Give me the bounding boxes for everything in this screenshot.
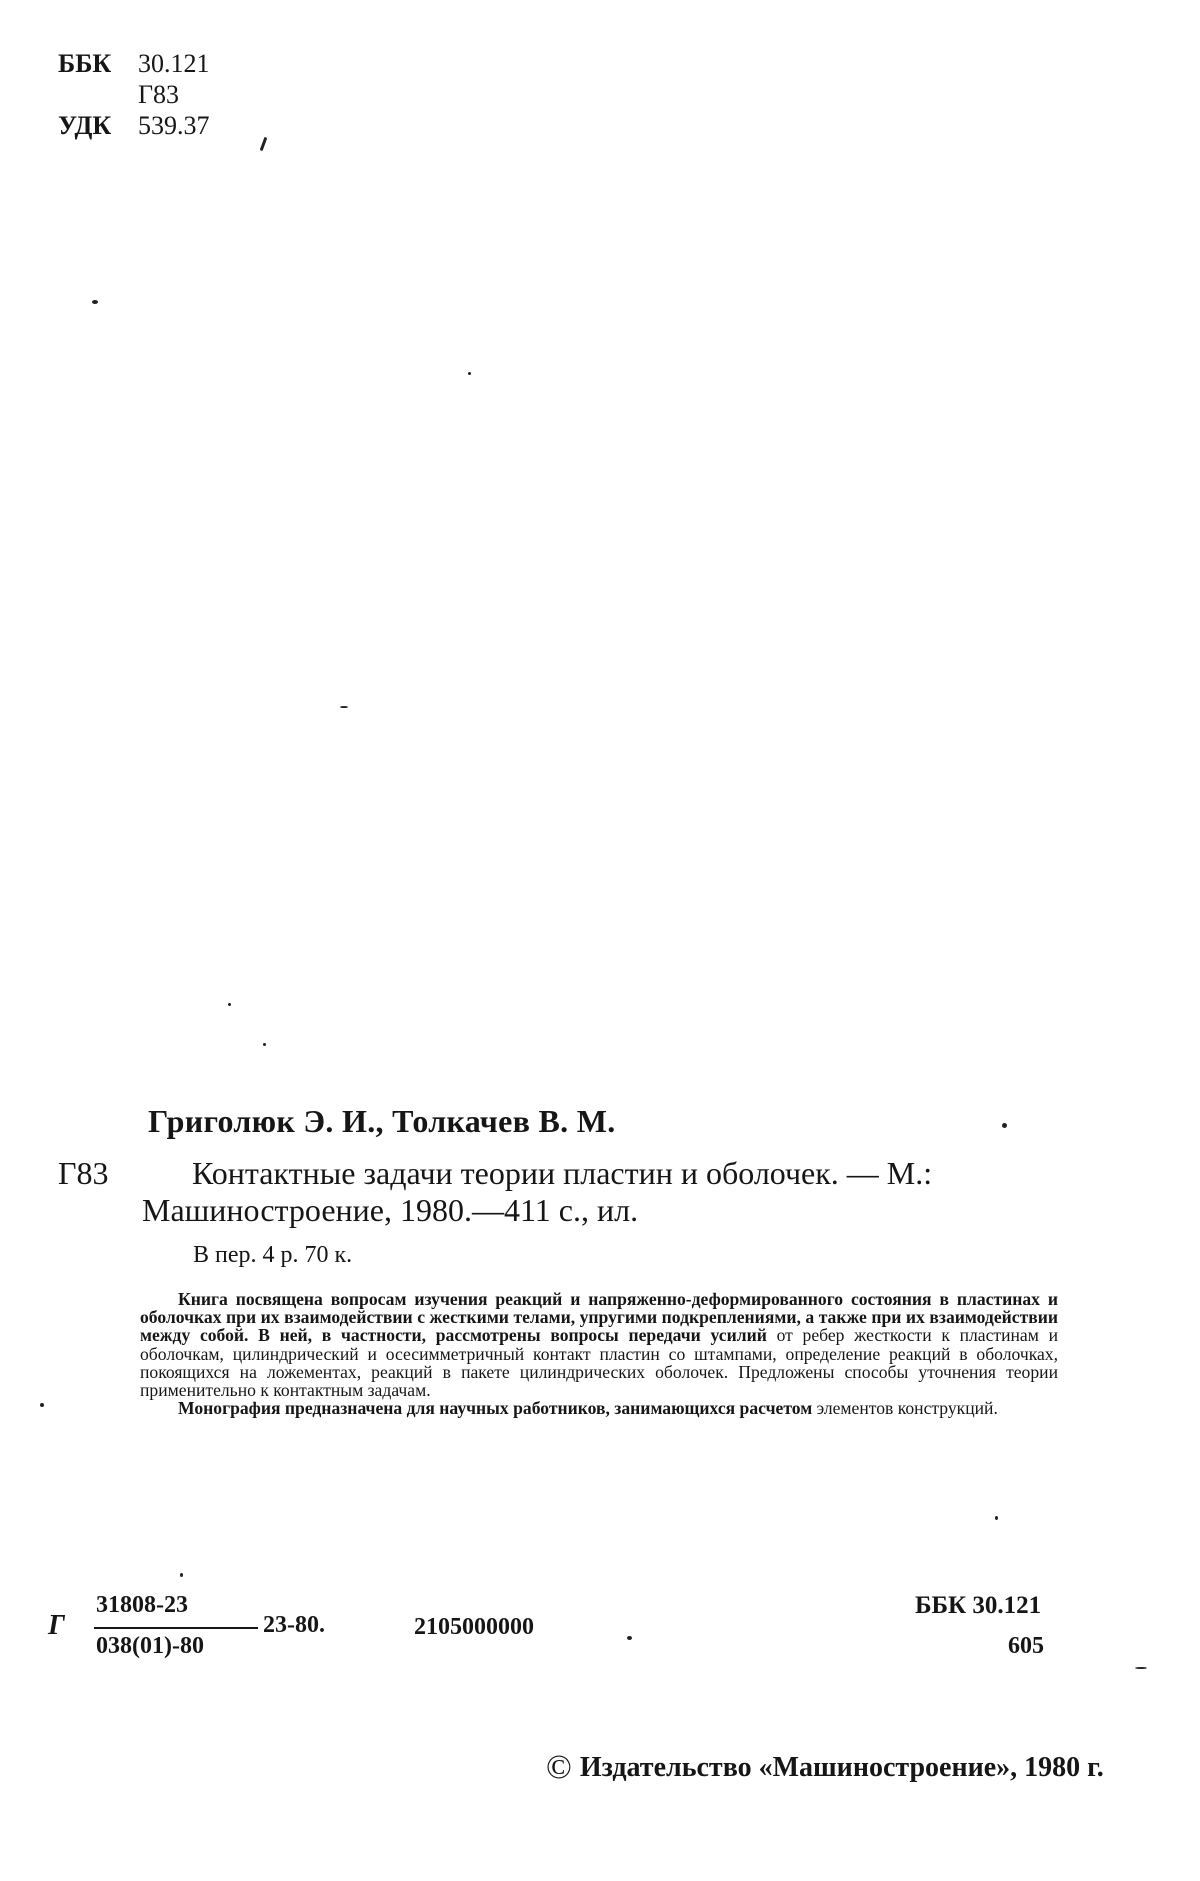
author-mark-top: Г83 [138,80,180,109]
price: В пер. 4 р. 70 к. [193,1242,353,1268]
index-letter: Г [48,1610,65,1641]
index-code: 2105000000 [414,1614,534,1640]
scan-speck [1135,1667,1147,1669]
abstract-paragraph-2 [140,1399,1058,1417]
bbk-line [58,48,210,79]
scan-speck [1002,1123,1007,1128]
scan-speck [995,1516,998,1520]
scan-speck [627,1636,632,1640]
abstract-p1-rest: от ребер жесткости к пластинам и оболочкам, цилиндрический и осесимметричный контакт пластин со штампами, определение реакций в оболочках, покоящихся на ложементах, реакций в пакете цилиндрических оболочек. Предложены способы уточнения теории применительно к контактным задачам. [140,1325,1058,1401]
abstract-paragraph-1 [140,1290,1058,1399]
scan-speck [180,1573,183,1577]
scan-speck [228,1003,231,1006]
bbk-value: 30.121 [138,49,210,78]
copyright [546,1749,1104,1787]
abstract-p2-bold: Монография предназначена для научных работников, занимающихся расчетом [178,1398,813,1419]
authors: Григолюк Э. И., Толкачев В. М. [148,1103,616,1139]
fraction-bar [94,1627,258,1629]
abstract-p2-rest: элементов конструкций. [812,1398,998,1419]
abstract-p1-bold: Книга посвящена вопросам изучения реакций и напряженно-деформированного состояния в пластинах и оболочках при их взаимодействии с жесткими телами, упругими подкреплениями, а также при их взаимодействии между собой. В ней, в частности, рассмотрены вопросы передачи усилий [140,1289,1058,1346]
book-title-line-2: Машиностроение, 1980.—411 с., ил. [142,1192,639,1228]
udk-value: 539.37 [138,111,210,140]
bbk-label: ББК [58,49,112,78]
index-tail: 23-80. [263,1612,325,1638]
scan-speck [468,372,471,375]
scan-speck [40,1403,44,1407]
scan-speck [340,706,348,708]
scan-speck [92,300,98,304]
abstract [140,1290,1058,1417]
copyright-symbol: © [546,1749,572,1786]
copyright-text: Издательство «Машиностроение», 1980 г. [579,1752,1104,1783]
author-mark: Г83 [58,1155,109,1191]
scan-speck [263,1043,266,1046]
udk-line [58,110,210,141]
udk-label: УДК [58,111,112,140]
index-denominator: 038(01)-80 [96,1633,204,1659]
scan-speck [260,137,268,151]
index-numerator: 31808-23 [96,1592,188,1618]
index-number: 605 [1008,1633,1044,1659]
book-title-line-1: Контактные задачи теории пластин и оболочек. — М.: [192,1155,933,1191]
index-bbk: ББК 30.121 [915,1592,1042,1619]
